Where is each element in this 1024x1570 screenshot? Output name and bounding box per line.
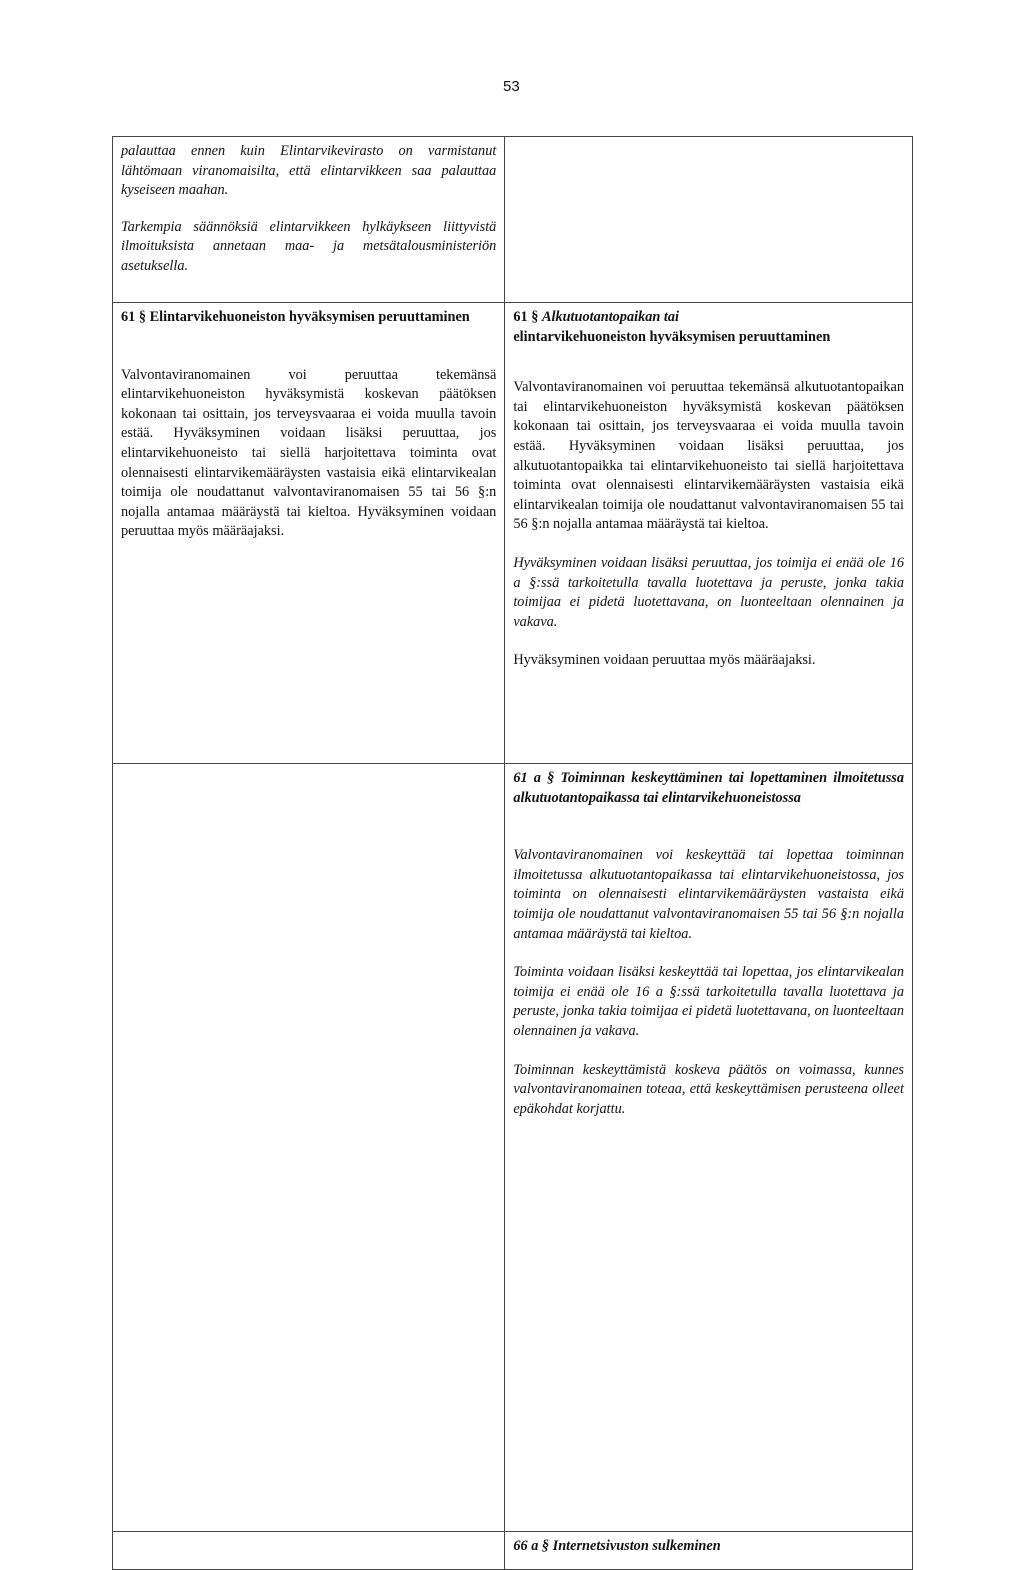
section-heading: 61 a § Toiminnan keskeyttäminen tai lopettaminen ilmoitetussa alkutuotantopaikassa tai elintarvikehuoneistossa: [513, 770, 904, 806]
section-heading: 66 a § Internetsivuston sulkeminen: [513, 1538, 721, 1554]
right-cell: [505, 1532, 913, 1570]
heading-rest: elintarvikehuoneiston hyväksymisen peruuttaminen: [513, 328, 831, 345]
paragraph: palauttaa ennen kuin Elintarvikevirasto on varmistanut lähtömaan viranomaisilta, että elintarvikkeen saa palauttaa kyseiseen maahan.: [121, 143, 497, 199]
paragraph: Toiminnan keskeyttämistä koskeva päätös on voimassa, kunnes valvontaviranomainen toteaa, että keskeyttämisen perusteena olleet epäkohdat korjattu.: [513, 1061, 904, 1117]
left-cell: [113, 137, 505, 303]
heading-number: 61 §: [513, 309, 539, 325]
section-heading: 61 § Elintarvikehuoneiston hyväksymisen peruuttaminen: [121, 309, 470, 325]
comparison-table: [112, 136, 913, 1570]
right-cell: [505, 764, 913, 1532]
left-cell: [113, 764, 505, 1532]
paragraph: Hyväksyminen voidaan peruuttaa myös määräajaksi.: [513, 652, 816, 669]
paragraph: Hyväksyminen voidaan lisäksi peruuttaa, jos toimija ei enää ole 16 a §:ssä tarkoitetulla tavalla luotettava ja peruste, jonka takia toimijaa ei pidetä luotettavana, on luonteeltaan olennainen ja vakava.: [513, 554, 904, 630]
table-row: [113, 137, 913, 303]
paragraph: Valvontaviranomainen voi peruuttaa tekemänsä alkutuotantopaikan tai elintarvikehuoneiston hyväksymistä koskevan päätöksen kokonaan tai osittain, jos terveysvaaraa ei voida muulla tavoin estää. Hyväksyminen voidaan lisäksi peruuttaa, jos alkutuotantopaikka tai elintarvikehuoneisto tai siellä harjoitettava toiminta ovat olennaisesti elintarvikemääräysten vastaisia eikä elintarvikealan toimija ole noudattanut valvontaviranomaisen 55 tai 56 §:n nojalla antamaa määräystä tai kieltoa.: [513, 379, 904, 533]
table-row: [113, 303, 913, 764]
section-heading: [513, 308, 904, 347]
left-cell: [113, 303, 505, 764]
right-cell: [505, 303, 913, 764]
heading-italic-part: Alkutuotantopaikan tai: [541, 309, 679, 325]
paragraph: Tarkempia säännöksiä elintarvikkeen hylkäykseen liittyvistä ilmoituksista annetaan maa- ja metsätalousministeriön asetuksella.: [121, 218, 497, 274]
table-row: [113, 764, 913, 1532]
left-cell: [113, 1532, 505, 1570]
paragraph: Valvontaviranomainen voi keskeyttää tai lopettaa toiminnan ilmoitetussa alkutuotantopaikassa tai elintarvikehuoneistossa, jos toiminta on olennaisesti elintarvikemääräysten vastaista eikä toimija ole noudattanut valvontaviranomaisen 55 tai 56 §:n nojalla antamaa määräystä tai kieltoa.: [513, 847, 904, 942]
paragraph: Toiminta voidaan lisäksi keskeyttää tai lopettaa, jos elintarvikealan toimija ei enää ole 16 a §:ssä tarkoitetulla tavalla luotettava ja peruste, jonka takia toimijaa ei pidetä luotettavana, on luonteeltaan olennainen ja vakava.: [513, 964, 904, 1039]
table-row: [113, 1532, 913, 1570]
right-cell: [505, 137, 913, 303]
page-number: 53: [503, 78, 520, 95]
paragraph: Valvontaviranomainen voi peruuttaa tekemänsä elintarvikehuoneiston hyväksymistä koskevan päätöksen kokonaan tai osittain, jos terveysvaaraa ei voida muulla tavoin estää. Hyväksyminen voidaan lisäksi peruuttaa, jos elintarvikehuoneisto tai siellä harjoitettava toiminta ovat olennaisesti elintarvikemääräysten vastaisia eikä elintarvikealan toimija ole noudattanut valvontaviranomaisen 55 tai 56 §:n nojalla antamaa määräystä tai kieltoa. Hyväksyminen voidaan peruuttaa myös määräajaksi.: [121, 366, 497, 540]
